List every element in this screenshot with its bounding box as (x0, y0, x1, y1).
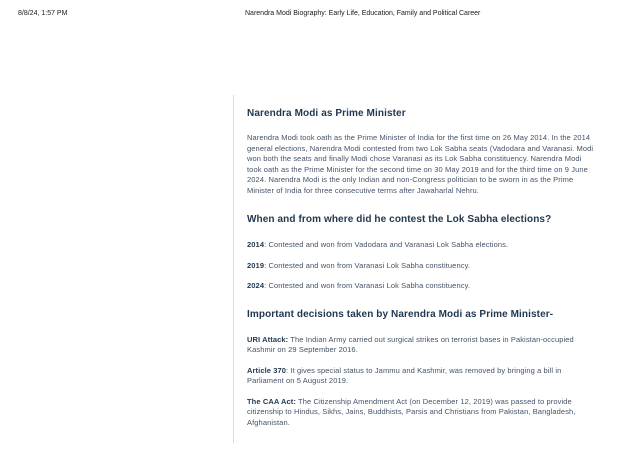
print-datetime: 8/8/24, 1:57 PM (18, 10, 68, 17)
paragraph-prime-minister (247, 133, 594, 196)
list-item-2019 (247, 261, 594, 272)
bold-year-label: 2024 (247, 281, 265, 290)
paragraph-text: Narendra Modi took oath as the Prime Minister of India for the first time on 26 May 2014. In the 2014 general elections, Narendra Modi contested from two Lok Sabha seats (Vadodara and Varanasi. Modi won both the seats and finally Modi chose Varanasi as its Lok Sabha constituency. Narendra Modi took oath as the Prime Minister for the second time on 30 May 2019 and for the third time on 9 June 2024. Narendra Modi is the only Indian and non-Congress politician to be sworn in as the Prime Minister of India for three consecutive terms after Jawaharlal Nehru. (247, 133, 594, 195)
article-content (233, 95, 594, 443)
section-heading-important-decisions: Important decisions taken by Narendra Modi as Prime Minister- (247, 308, 554, 320)
paragraph-text: : It gives special status to Jammu and Kashmir, was removed by bringing a bill in Parliament on 5 August 2019. (247, 365, 562, 385)
paragraph-caa-act (247, 397, 594, 429)
paragraph-uri-attack (247, 335, 594, 356)
paragraph-article-370 (247, 366, 594, 387)
bold-topic-label: Article 370 (247, 365, 287, 375)
list-item-2024 (247, 281, 594, 292)
list-item-text: : Contested and won from Vadodara and Varanasi Lok Sabha elections. (264, 240, 509, 249)
list-item-2014 (247, 240, 594, 251)
list-item-text: : Contested and won from Varanasi Lok Sabha constituency. (264, 260, 471, 270)
print-header (0, 10, 638, 22)
list-item-text: : Contested and won from Varanasi Lok Sabha constituency. (264, 281, 471, 290)
paragraph-text: The Citizenship Amendment Act (on December 12, 2019) was passed to provide citizenship to Hindus, Sikhs, Jains, Buddhists, Parsis and Christians from Pakistan, Bangladesh, Afghanistan. (247, 396, 576, 427)
section-heading-lok-sabha-elections: When and from where did he contest the Lok Sabha elections? (247, 214, 552, 225)
bold-topic-label: The CAA Act: (247, 396, 296, 406)
paragraph-text: The Indian Army carried out surgical strikes on terrorist bases in Pakistan-occupied Kashmir on 29 September 2016. (247, 334, 574, 354)
section-heading-prime-minister: Narendra Modi as Prime Minister (247, 108, 406, 119)
print-document-title: Narendra Modi Biography: Early Life, Education, Family and Political Career (245, 10, 481, 17)
bold-topic-label: URI Attack: (247, 334, 289, 344)
bold-year-label: 2019 (247, 260, 265, 270)
bold-year-label: 2014 (247, 240, 265, 249)
